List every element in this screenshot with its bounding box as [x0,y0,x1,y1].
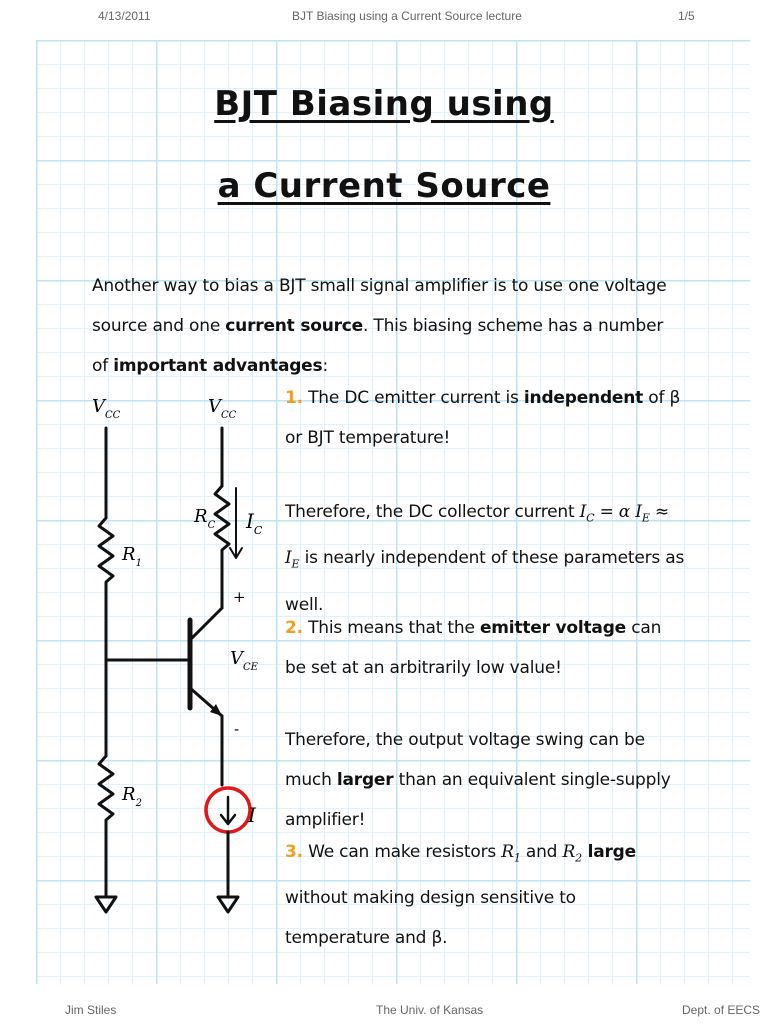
point-2-text-b: can be set at an arbitrarily low value! [285,618,662,678]
vce-label: $V_{CE}$ [230,648,258,673]
point-3-and: and [520,842,563,862]
header-date: 4/13/2011 [98,9,151,23]
left-ground [96,897,116,912]
intro-bold-1: current source [225,316,364,336]
right-ground [218,897,238,912]
vcc-left-label: $V_{CC}$ [92,396,121,421]
eq-alpha: = α [594,502,636,522]
page-footer [0,994,768,1024]
point-3-r2: R [562,842,576,862]
point-1-number: 1. [285,388,303,408]
r2-label: $R_2$ [122,784,142,809]
ic-arrow [230,488,242,558]
footer-university: The Univ. of Kansas [376,1003,484,1017]
header-page-number: 1/5 [678,9,695,23]
intro-text-2: . This biasing scheme has a number of [92,316,664,376]
intro-text-3: : [322,356,328,376]
title-line-2: a Current Source [217,166,551,206]
intro-bold-2: important advantages [113,356,323,376]
point-2-number: 2. [285,618,303,638]
eq-ie-2-sub: E [291,557,300,571]
current-source-arrow [221,797,235,824]
point-1-text-b: of β or BJT temperature! [285,388,681,448]
eq-approx: ≈ [649,502,669,522]
point-3-r1: R [501,842,514,862]
ic-label: $I_C$ [246,509,263,537]
point-1b-text-a: Therefore, the DC collector current [285,502,580,522]
point-2b-text-b: than an equivalent single-supply amplifier! [285,770,671,830]
point-2-bold: emitter voltage [479,618,626,638]
point-1-bold: independent [523,388,644,408]
footer-dept: Dept. of EECS [682,1003,761,1017]
eq-ie-sub: E [641,511,650,525]
vcc-right-label: $V_{CC}$ [208,396,237,421]
intro-text-1: Another way to bias a BJT small signal amplifier is to use one voltage source and one [92,276,667,336]
point-1-text-a: The DC emitter current is [302,388,524,408]
eq-ic: I [579,502,587,522]
plus-sign: + [233,588,246,606]
footer-author: Jim Stiles [65,1003,117,1017]
point-3-bold: large [581,842,636,862]
eq-ic-sub: C [586,511,595,525]
point-1b-text-b: is nearly independent of these parameters as well. [285,548,685,615]
point-3-r1-sub: 1 [513,851,521,865]
eq-ie-2: I [285,548,292,569]
r1-label: $R_1$ [122,544,142,569]
rc-label: $R_C$ [194,506,216,531]
minus-sign: - [234,720,240,738]
rc-resistor [215,486,229,608]
bjt-collector [190,608,222,640]
point-3-r2-sub: 2 [575,851,582,865]
point-3-text-a: We can make resistors [302,842,502,862]
point-2b-text-a: Therefore, the output voltage swing can be much [285,730,645,790]
r1-resistor [99,518,113,660]
point-2-text-a: This means that the [302,618,480,638]
point-3-text-b: without making design sensitive to temperature and β. [285,888,576,949]
eq-ie: I [635,502,642,522]
source-current-label: I [248,803,256,827]
point-3-number: 3. [285,842,303,862]
point-2b-bold: larger [336,770,394,790]
title-line-1: BJT Biasing using [214,84,554,124]
header-lecture-title: BJT Biasing using a Current Source lecture [292,9,522,23]
r2-resistor [99,756,113,895]
